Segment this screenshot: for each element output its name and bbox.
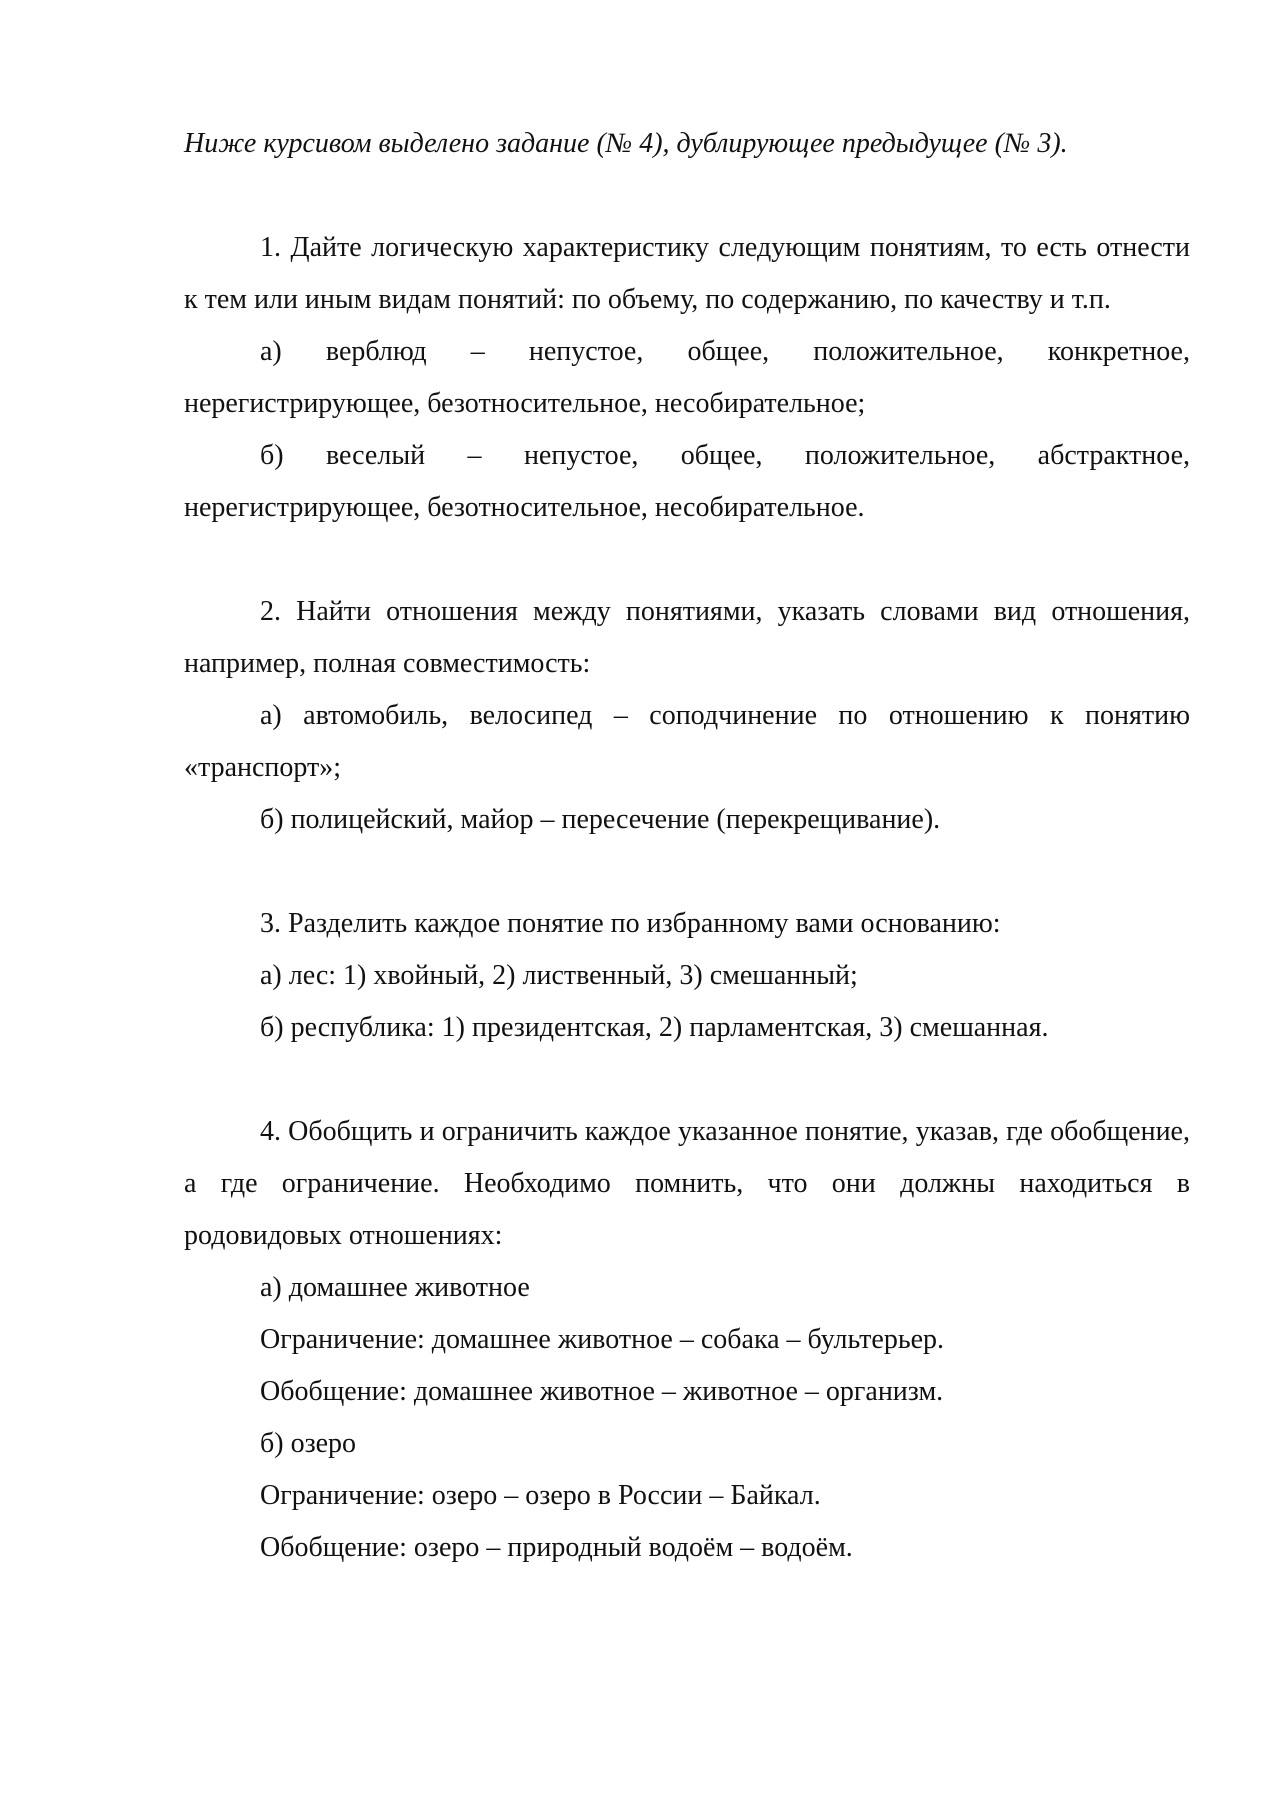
spacer [184,1054,1190,1106]
spacer [184,534,1190,586]
spacer [184,170,1190,222]
task-4-item-a-limitation: Ограничение: домашнее животное – собака – бультерьер. [260,1324,945,1355]
task-4-item-a-generalization: Обобщение: домашнее животное – животное – организм. [260,1376,944,1407]
spacer [184,846,1190,898]
task-4-item-b-generalization: Обобщение: озеро – природный водоём – водоём. [260,1532,853,1563]
task-2-intro: 2. Найти отношения между понятиями, указать словами вид отношения, например, полная совместимость: [184,596,1190,679]
task-1-intro: 1. Дайте логическую характеристику следующим понятиям, то есть отнести к тем или иным видам понятий: по объему, по содержанию, по качеству и т.п. [184,232,1190,315]
task-1-item-a: а) верблюд – непустое, общее, положительное, конкретное, нерегистрирующее, безотносительное, несобирательное; [184,336,1190,419]
task-4-item-b-limitation: Ограничение: озеро – озеро в России – Байкал. [260,1480,821,1511]
task-4-item-a-title: а) домашнее животное [260,1272,530,1303]
task-3-intro: 3. Разделить каждое понятие по избранному вами основанию: [260,908,1001,939]
task-2-item-a: а) автомобиль, велосипед – соподчинение по отношению к понятию «транспорт»; [184,700,1190,783]
task-4-intro: 4. Обобщить и ограничить каждое указанное понятие, указав, где обобщение, а где ограничение. Необходимо помнить, что они должны находиться в родовидовых отношениях: [184,1116,1190,1251]
document-page [184,118,1190,1574]
task-2-item-b: б) полицейский, майор – пересечение (перекрещивание). [260,804,941,835]
task-3-item-b: б) республика: 1) президентская, 2) парламентская, 3) смешанная. [260,1012,1049,1043]
task-4-item-b-title: б) озеро [260,1428,357,1459]
italic-note: Ниже курсивом выделено задание (№ 4), дублирующее предыдущее (№ 3). [184,128,1068,159]
task-3-item-a: а) лес: 1) хвойный, 2) лиственный, 3) смешанный; [260,960,858,991]
task-1-item-b: б) веселый – непустое, общее, положительное, абстрактное, нерегистрирующее, безотносительное, несобирательное. [184,440,1190,523]
